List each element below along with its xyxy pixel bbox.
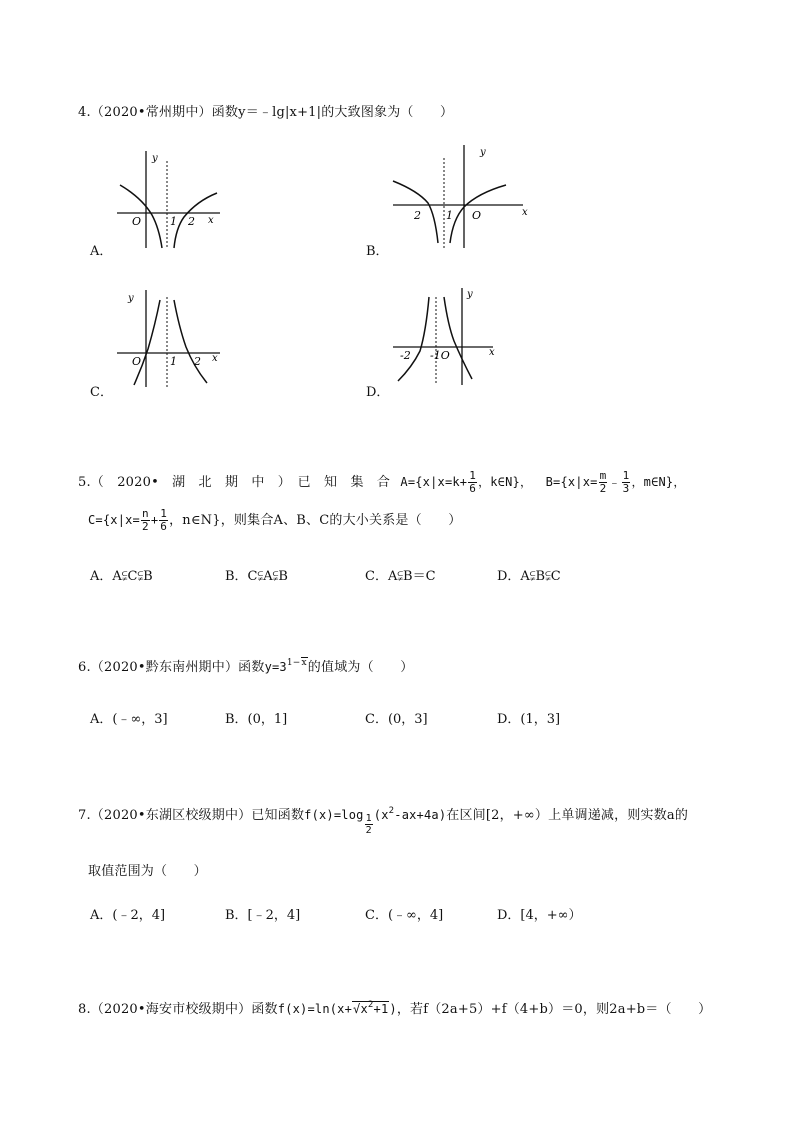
q5-set-a-frac: [468, 470, 477, 495]
q7-func-log: f(x)=log: [304, 808, 364, 822]
graph-d-y-label: y: [467, 289, 473, 300]
q8-stem: [78, 998, 711, 1017]
frac-num: n: [141, 507, 149, 520]
q4-graph-d: [388, 285, 503, 395]
q8-rad-b: +1: [373, 1002, 389, 1016]
q7-option-d[interactable]: D．[4，+∞）: [497, 908, 582, 923]
graph-c-two: 2: [194, 355, 201, 368]
graph-d-neg2: -2: [400, 349, 411, 362]
q4-option-b-label: B．: [366, 244, 389, 259]
q5-option-b[interactable]: B．C⫋A⫋B: [225, 569, 288, 584]
graph-c-origin: O: [132, 355, 142, 368]
q7-func-arg: [374, 808, 446, 822]
q5-set-b-frac1: [599, 470, 608, 495]
q6-option-b[interactable]: B．(0，1]: [225, 712, 288, 727]
q6-post: 的值域为（ ）: [307, 660, 414, 675]
frac-num: 1: [622, 469, 630, 482]
q4-graph-c: [112, 285, 227, 395]
q4-option-d-label: D．: [366, 385, 390, 400]
graph-b-y-label: y: [480, 147, 486, 158]
q5-set-c-plus: +: [150, 513, 159, 527]
frac-den: 2: [599, 482, 607, 495]
graph-a-two: 2: [188, 215, 195, 228]
graph-a-y-label: y: [152, 153, 158, 164]
graph-a-origin: O: [132, 215, 142, 228]
frac-den: 2: [141, 520, 149, 533]
q8-rad-x: x: [360, 1002, 368, 1016]
q8-rad-sq: 2: [367, 1000, 374, 1010]
q8-post: ，若f（2a+5）+f（4+b）＝0，则2a+b＝（ ）: [396, 1002, 712, 1017]
q5-head: 5.（ 2020• 湖 北 期 中 ） 已 知 集 合: [78, 475, 391, 490]
q6-exponent: [287, 657, 308, 668]
q8-pre: 8.（2020•海安市校级期中）函数: [78, 1002, 278, 1017]
q5-line1: [78, 470, 686, 495]
frac-den: 6: [469, 482, 477, 495]
graph-a-x-label: x: [208, 215, 214, 226]
q7-option-a[interactable]: A．(﹣2，4]: [90, 908, 166, 923]
graph-b-x-label: x: [522, 207, 528, 218]
graph-c-y-label: y: [128, 293, 134, 304]
graph-b-two: 2: [414, 209, 421, 222]
q7-arg-sq: 2: [388, 806, 395, 816]
q6-option-c[interactable]: C．(0，3]: [365, 712, 428, 727]
q8-func-close: ): [389, 1002, 397, 1016]
frac-num: 1: [365, 813, 372, 824]
graph-b-origin: O: [472, 209, 482, 222]
q5-set-c-frac1: [141, 508, 150, 533]
q4-graph-b: [388, 143, 533, 253]
q5-set-b: [545, 469, 686, 495]
q7-option-c[interactable]: C．(﹣∞，4]: [365, 908, 444, 923]
q6-exp-a: 1−: [286, 658, 301, 668]
q7-option-b[interactable]: B．[﹣2，4]: [225, 908, 301, 923]
q6-option-a[interactable]: A．(﹣∞，3]: [90, 712, 168, 727]
q7-line1: [78, 804, 688, 836]
q5-set-a: [400, 469, 539, 495]
q5-set-a-pre: A={x|x=k+: [400, 475, 468, 489]
graph-c-x-label: x: [212, 353, 218, 364]
q7-pre: 7.（2020•东湖区校级期中）已知函数: [78, 808, 305, 823]
frac-den: 3: [622, 482, 630, 495]
q5-line2: [88, 508, 461, 533]
q5-set-b-minus: ﹣: [608, 475, 621, 489]
q5-set-c-pre: C={x|x=: [88, 513, 140, 527]
q6-exp-sqrt: x: [301, 658, 307, 668]
q5-option-c[interactable]: C．A⫋B＝C: [365, 569, 436, 584]
frac-den: 2: [365, 825, 372, 836]
q6-stem: [78, 656, 413, 675]
q5-set-a-post: ，k∈N}，: [478, 475, 533, 489]
graph-d-x-label: x: [489, 347, 495, 358]
q4-option-a-label: A．: [90, 244, 113, 259]
q7-line2: 取值范围为（ ）: [88, 864, 207, 879]
q4-option-c-label: C．: [90, 385, 113, 400]
q7-log-base: [365, 813, 373, 836]
q5-set-c-frac2: [159, 508, 168, 533]
q6-pre: 6.（2020•黔东南州期中）函数: [78, 660, 265, 675]
graph-c-one: 1: [170, 355, 177, 368]
q7-arg-b: -ax+4a): [394, 808, 447, 822]
q4-stem: 4.（2020•常州期中）函数y＝﹣lg|x+1|的大致图象为（ ）: [78, 105, 454, 120]
q5-set-b-frac2: [622, 470, 631, 495]
q6-option-d[interactable]: D．(1，3]: [497, 712, 561, 727]
q5-option-d[interactable]: D．A⫋B⫋C: [497, 569, 561, 584]
graph-b-one: 1: [446, 209, 453, 222]
q8-func: [278, 1001, 397, 1016]
q8-radical: $√x^2+1$: [353, 1000, 389, 1016]
q5-set-c-post: ，n∈N}，则集合A、B、C的大小关系是（ ）: [169, 513, 462, 528]
q7-arg-a: (x: [373, 808, 389, 822]
q7-post: 在区间[2，+∞）上单调递减，则实数a的: [446, 808, 689, 823]
frac-num: m: [599, 469, 607, 482]
graph-d-neg1-origin: -1O: [430, 349, 450, 362]
frac-den: 6: [160, 520, 168, 533]
q8-func-a: f(x)=ln(x+: [277, 1002, 353, 1016]
graph-a-one: 1: [170, 215, 177, 228]
q5-set-b-pre: B={x|x=: [545, 475, 598, 489]
frac-num: 1: [469, 469, 477, 482]
q5-set-b-post: ，m∈N}，: [631, 475, 686, 489]
frac-num: 1: [160, 507, 168, 520]
q6-func: y=3: [264, 660, 287, 674]
q5-option-a[interactable]: A．A⫋C⫋B: [90, 569, 153, 584]
q4-graph-a: [112, 143, 227, 253]
